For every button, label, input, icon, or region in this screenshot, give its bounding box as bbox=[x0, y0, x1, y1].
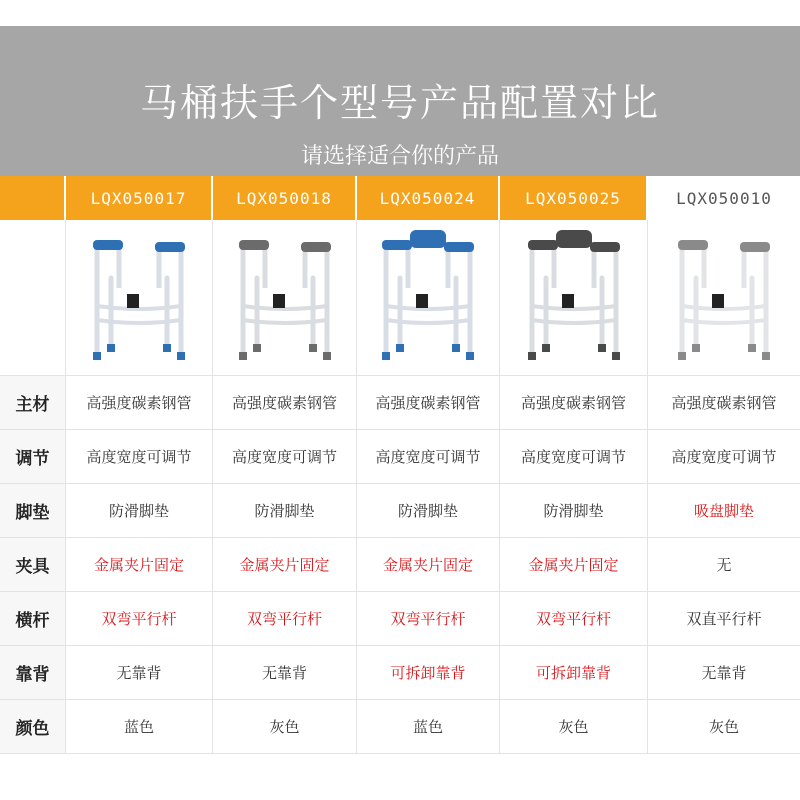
spec-value: 防滑脚垫 bbox=[213, 484, 357, 538]
model-header-row bbox=[0, 176, 800, 220]
spec-row bbox=[0, 484, 800, 538]
product-image bbox=[213, 220, 357, 376]
toilet-rail-illustration bbox=[93, 240, 185, 360]
spec-value: 双弯平行杆 bbox=[213, 592, 357, 646]
spec-value: 蓝色 bbox=[66, 700, 213, 754]
toilet-rail-illustration bbox=[382, 230, 474, 360]
model-header-corner bbox=[0, 176, 66, 220]
model-name: LQX050010 bbox=[648, 176, 800, 220]
model-name: LQX050024 bbox=[357, 176, 500, 220]
spec-value: 无靠背 bbox=[213, 646, 357, 700]
spec-value: 高强度碳素钢管 bbox=[357, 376, 500, 430]
backrest-pad bbox=[556, 230, 592, 248]
page-title: 马桶扶手个型号产品配置对比 bbox=[139, 81, 660, 125]
spec-label: 靠背 bbox=[0, 646, 66, 700]
spec-row bbox=[0, 592, 800, 646]
spec-value: 吸盘脚垫 bbox=[648, 484, 800, 538]
spec-row bbox=[0, 646, 800, 700]
spec-value: 灰色 bbox=[213, 700, 357, 754]
spec-row bbox=[0, 538, 800, 592]
spec-value: 蓝色 bbox=[357, 700, 500, 754]
spec-value: 高度宽度可调节 bbox=[648, 430, 800, 484]
model-name: LQX050025 bbox=[500, 176, 648, 220]
spec-value: 无 bbox=[648, 538, 800, 592]
spec-value: 灰色 bbox=[648, 700, 800, 754]
spec-value: 高强度碳素钢管 bbox=[66, 376, 213, 430]
page-header bbox=[0, 26, 800, 176]
spec-value: 金属夹片固定 bbox=[357, 538, 500, 592]
spec-value: 高度宽度可调节 bbox=[500, 430, 648, 484]
spec-value: 高强度碳素钢管 bbox=[648, 376, 800, 430]
spec-label: 横杆 bbox=[0, 592, 66, 646]
spec-value: 高度宽度可调节 bbox=[357, 430, 500, 484]
toilet-rail-illustration bbox=[528, 230, 620, 360]
spec-value: 灰色 bbox=[500, 700, 648, 754]
spec-label: 调节 bbox=[0, 430, 66, 484]
spec-value: 可拆卸靠背 bbox=[500, 646, 648, 700]
spec-value: 双直平行杆 bbox=[648, 592, 800, 646]
spec-value: 防滑脚垫 bbox=[357, 484, 500, 538]
spec-value: 高度宽度可调节 bbox=[66, 430, 213, 484]
spec-value: 高强度碳素钢管 bbox=[500, 376, 648, 430]
model-name: LQX050018 bbox=[213, 176, 357, 220]
spec-value: 防滑脚垫 bbox=[66, 484, 213, 538]
product-image bbox=[648, 220, 800, 376]
spec-label: 夹具 bbox=[0, 538, 66, 592]
spec-value: 双弯平行杆 bbox=[500, 592, 648, 646]
spec-row bbox=[0, 700, 800, 754]
spec-row bbox=[0, 376, 800, 430]
image-row-label bbox=[0, 220, 66, 376]
spec-label: 颜色 bbox=[0, 700, 66, 754]
spec-label: 脚垫 bbox=[0, 484, 66, 538]
page-subtitle: 请选择适合你的产品 bbox=[300, 144, 499, 169]
model-name: LQX050017 bbox=[66, 176, 213, 220]
spec-value: 双弯平行杆 bbox=[357, 592, 500, 646]
spec-value: 金属夹片固定 bbox=[66, 538, 213, 592]
product-image-row bbox=[0, 220, 800, 376]
spec-value: 高度宽度可调节 bbox=[213, 430, 357, 484]
toilet-rail-illustration bbox=[239, 240, 331, 360]
spec-row bbox=[0, 430, 800, 484]
spec-value: 无靠背 bbox=[648, 646, 800, 700]
toilet-rail-illustration bbox=[678, 240, 770, 360]
spec-label: 主材 bbox=[0, 376, 66, 430]
spec-value: 金属夹片固定 bbox=[500, 538, 648, 592]
spec-value: 金属夹片固定 bbox=[213, 538, 357, 592]
product-image bbox=[66, 220, 213, 376]
spec-value: 无靠背 bbox=[66, 646, 213, 700]
spec-value: 防滑脚垫 bbox=[500, 484, 648, 538]
spec-value: 可拆卸靠背 bbox=[357, 646, 500, 700]
spec-value: 高强度碳素钢管 bbox=[213, 376, 357, 430]
backrest-pad bbox=[410, 230, 446, 248]
product-image bbox=[500, 220, 648, 376]
spec-value: 双弯平行杆 bbox=[66, 592, 213, 646]
product-image bbox=[357, 220, 500, 376]
